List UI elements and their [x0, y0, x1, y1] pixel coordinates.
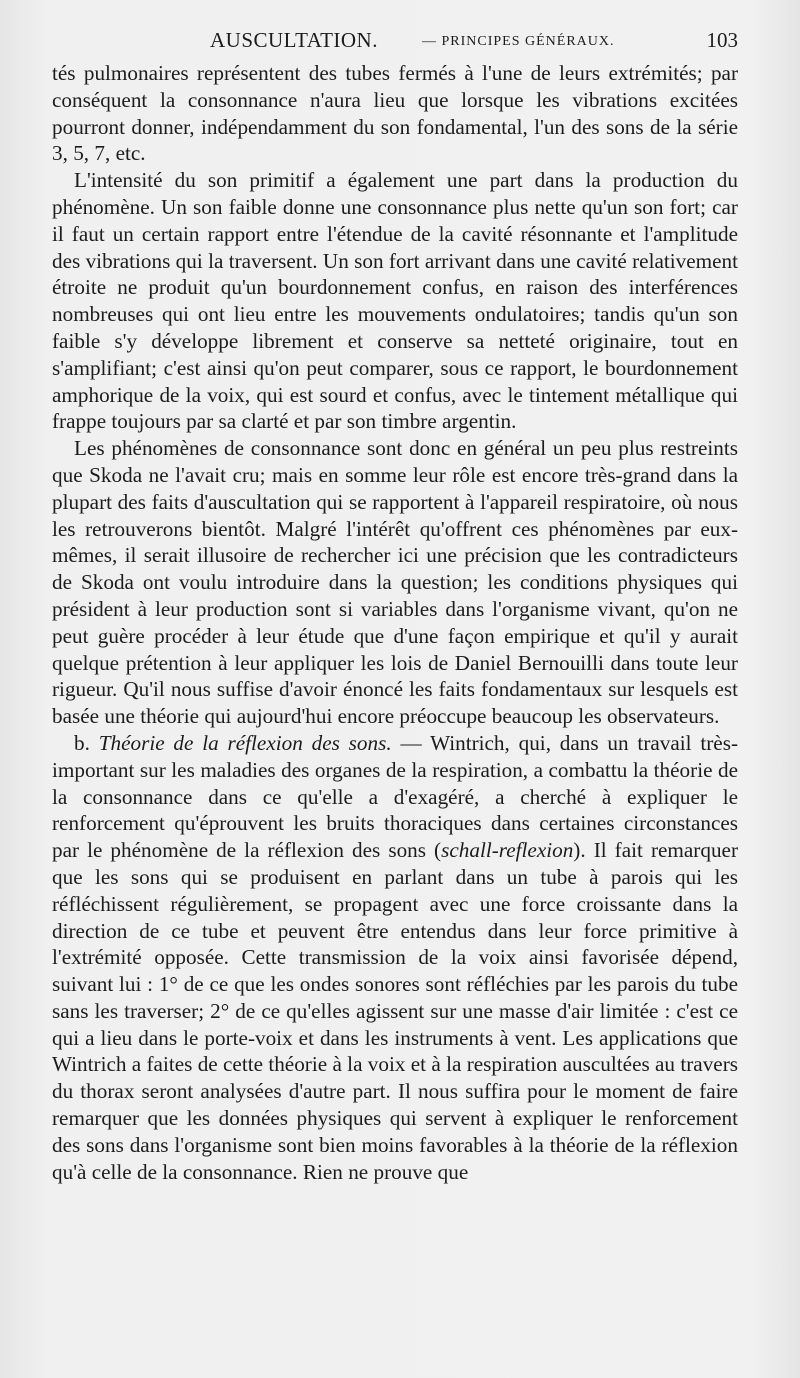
header-subtitle: — PRINCIPES GÉNÉRAUX.: [422, 34, 615, 49]
paragraph-4: [52, 730, 738, 1186]
running-header: [52, 24, 738, 58]
paragraph-1: tés pulmonaires représentent des tubes fermés à l'une de leurs extrémités; par conséquent la consonnance n'aura lieu que lorsque les vibrations excitées pourront donner, indépendamment du son fondamental, l'un des sons de la série 3, 5, 7, etc.: [52, 61, 738, 166]
body-text: [52, 60, 738, 1185]
heading-dash: —: [391, 730, 431, 755]
header-title: AUSCULTATION.: [210, 28, 378, 52]
paragraph-2: L'intensité du son primitif a également une part dans la production du phénomène. Un son faible donne une consonnance plus nette qu'un son fort; car il faut un certain rapport entre l'étendue de la cavité résonnante et l'amplitude des vibrations qui la traversent. Un son fort arrivant dans une cavité relativement étroite ne produit qu'un bourdonnement confus, en raison des interférences nombreuses qui ont lieu entre les mouvements ondulatoires; tandis qu'un son faible s'y développe librement et conserve sa netteté originaire, tout en s'amplifiant; c'est ainsi qu'on peut comparer, sous ce rapport, le bourdonnement amphorique de la voix, qui est sourd et confus, avec le tintement métallique qui frappe toujours par sa clarté et par son timbre argentin.: [52, 168, 738, 434]
section-label: b.: [74, 730, 90, 755]
section-heading: Théorie de la réflexion des sons.: [98, 730, 392, 755]
italic-term: schall-reflexion: [441, 838, 574, 863]
page-number: 103: [706, 28, 738, 52]
paragraph-4-text-a: Wintrich, qui, dans un travail très-important sur les maladies des organes de la respiration, a combattu la théorie de la consonnance dans ce qu'elle a d'exagéré, a cherché à expliquer le renforcement qu'éprouvent les bruits thoraciques dans certaines circonstances par le phénomène de la réflexion des sons (: [52, 730, 738, 863]
paragraph-4-text-b: ). Il fait remarquer que les sons qui se produisent en parlant dans un tube à parois qui les réfléchissent régulièrement, se propagent avec une force croissante dans la direction de ce tube et peuvent être entendus dans leur force primitive à l'extrémité opposée. Cette transmission de la voix ainsi favorisée dépend, suivant lui : 1° de ce que les ondes sonores sont réfléchies par les parois du tube sans les traverser; 2° de ce qu'elles agissent sur une masse d'air limitée : c'est ce qui a lieu dans le porte-voix et dans les instruments à vent. Les applications que Wintrich a faites de cette théorie à la voix et à la respiration auscultées au travers du thorax seront analysées d'autre part. Il nous suffira pour le moment de faire remarquer que les données physiques qui servent à expliquer le renforcement des sons dans l'organisme sont bien moins favorables à la théorie de la réflexion qu'à celle de la consonnance. Rien ne prouve que: [52, 838, 739, 1184]
paragraph-3: Les phénomènes de consonnance sont donc en général un peu plus restreints que Skoda ne l'avait cru; mais en somme leur rôle est encore très-grand dans la plupart des faits d'auscultation qui se rapportent à l'appareil respiratoire, où nous les retrouverons bientôt. Malgré l'intérêt qu'offrent ces phénomènes par eux-mêmes, il serait illusoire de rechercher ici une précision que les contradicteurs de Skoda ont voulu introduire dans la question; les conditions physiques qui président à leur production sont si variables dans l'organisme vivant, qu'on ne peut guère procéder à leur étude que d'une façon empirique et qu'il y aurait quelque prétention à leur appliquer les lois de Daniel Bernouilli dans toute leur rigueur. Qu'il nous suffise d'avoir énoncé les faits fondamentaux sur lesquels est basée une théorie qui aujourd'hui encore préoccupe beaucoup les observateurs.: [52, 436, 738, 729]
